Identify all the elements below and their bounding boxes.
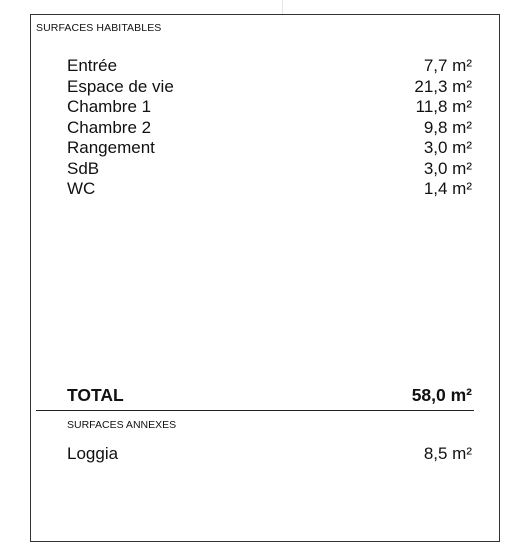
room-name: Entrée (67, 56, 118, 75)
room-row-wc (67, 179, 472, 200)
annex-heading: SURFACES ANNEXES (67, 419, 177, 431)
total-label: TOTAL (67, 385, 124, 405)
room-name: SdB (67, 158, 100, 178)
background-guide-line (282, 0, 283, 14)
room-row-chambre-1 (67, 97, 472, 118)
room-area: 3,0 m² (423, 158, 472, 178)
annex-row-loggia (67, 443, 472, 465)
room-area: 9,8 m² (423, 117, 472, 137)
room-row-espace-de-vie (67, 77, 472, 98)
room-area: 1,4 m² (423, 179, 472, 198)
room-row-chambre-2 (67, 118, 472, 139)
room-row-sdb (67, 159, 472, 180)
room-name: Chambre 2 (67, 117, 152, 137)
total-row (67, 383, 472, 407)
room-row-entree (67, 56, 472, 77)
room-name: Rangement (67, 138, 155, 157)
room-name: Espace de vie (67, 76, 174, 96)
room-area: 21,3 m² (414, 76, 472, 96)
room-area: 11,8 m² (415, 97, 472, 116)
room-area: 7,7 m² (423, 56, 472, 75)
annex-area: 8,5 m² (423, 444, 472, 463)
annex-name: Loggia (67, 444, 119, 463)
room-name: WC (67, 179, 96, 198)
habitable-heading: SURFACES HABITABLES (36, 22, 162, 34)
total-value: 58,0 m² (411, 385, 472, 405)
section-divider (36, 410, 474, 411)
room-list (67, 56, 472, 200)
room-area: 3,0 m² (423, 138, 472, 157)
room-row-rangement (67, 138, 472, 159)
room-name: Chambre 1 (67, 97, 152, 116)
